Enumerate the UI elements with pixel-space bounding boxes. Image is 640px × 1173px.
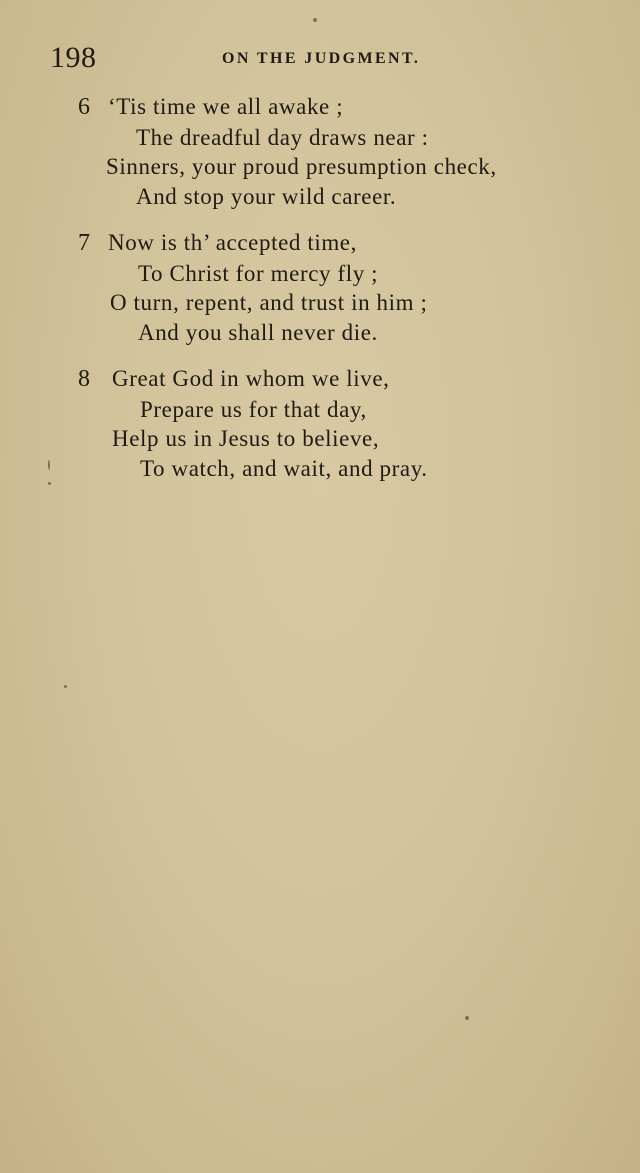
verse-line: Sinners, your proud presumption check, [106, 154, 497, 179]
verse-line: O turn, repent, and trust in him ; [110, 290, 428, 315]
stanza-8 [0, 364, 640, 488]
page-number: 198 [50, 41, 97, 74]
verse-line: Prepare us for that day, [140, 397, 367, 422]
verse-line: To Christ for mercy fly ; [138, 261, 379, 286]
stanza-6 [0, 92, 640, 216]
paper-speck [313, 18, 317, 22]
verse-line: Help us in Jesus to believe, [112, 426, 380, 451]
stanza-7 [0, 228, 640, 352]
running-head: ON THE JUDGMENT. [222, 50, 421, 67]
paper-speck [64, 685, 67, 688]
verse-line: Now is th’ accepted time, [108, 230, 357, 255]
verse-line: And you shall never die. [138, 320, 378, 345]
page-header [0, 40, 640, 76]
stanza-number: 8 [78, 366, 90, 392]
verse-line: And stop your wild career. [136, 184, 397, 209]
stanza-number: 7 [78, 230, 90, 256]
verse-line: ‘Tis time we all awake ; [108, 94, 344, 119]
stanza-number: 6 [78, 94, 90, 120]
paper-speck [48, 482, 51, 485]
verse-line: Great God in whom we live, [112, 366, 390, 391]
verse-line: The dreadful day draws near : [136, 125, 429, 150]
paper-speck [465, 1016, 469, 1020]
paper-speck [48, 460, 50, 470]
verse-line: To watch, and wait, and pray. [140, 456, 428, 481]
